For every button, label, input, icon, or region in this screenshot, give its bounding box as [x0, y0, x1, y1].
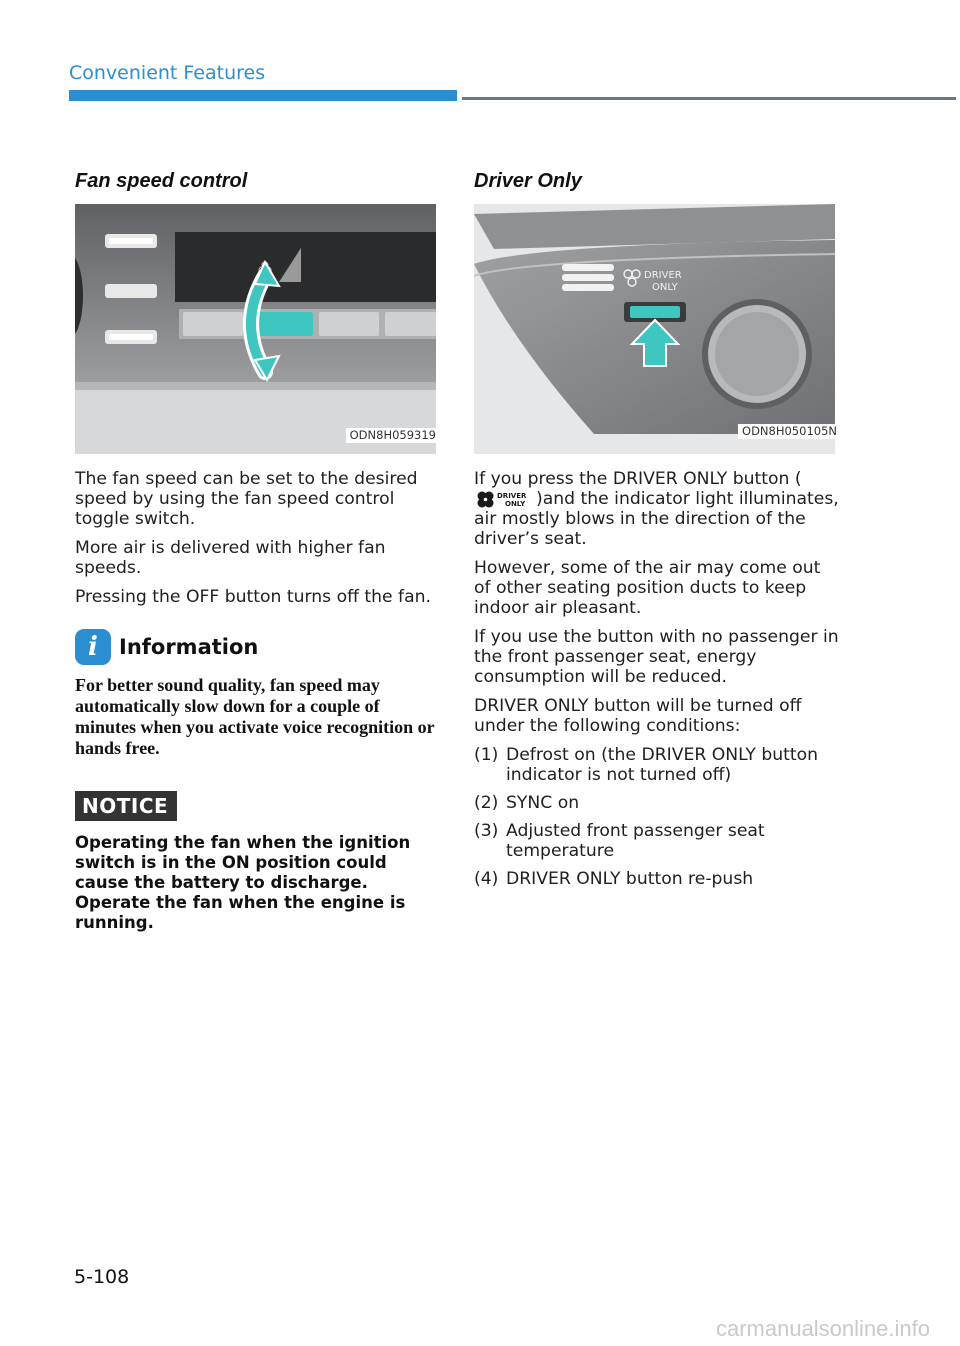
- list-item: (4) DRIVER ONLY button re-push: [474, 869, 754, 889]
- paragraph: Pressing the OFF button turns off the fan.: [75, 587, 432, 607]
- driver-only-illustration: [474, 204, 835, 454]
- paragraph: More air is delivered with higher fan speeds.: [75, 538, 386, 578]
- fan-speed-text: [75, 469, 443, 607]
- header-rule-accent: [69, 90, 457, 101]
- information-icon: i: [75, 629, 111, 665]
- left-column: [75, 170, 443, 933]
- panel-label-line2: ONLY: [652, 282, 678, 293]
- watermark: carmanualsonline.info: [715, 1316, 930, 1341]
- fan-speed-photo: [75, 204, 436, 454]
- paragraph: However, some of the air may come out of other seating position ducts to keep indoor air pleasant.: [474, 558, 821, 618]
- inline-icon-label-line2: ONLY: [505, 500, 526, 508]
- section-title-fan-speed: Fan speed control: [75, 170, 248, 192]
- fan-control-illustration: [75, 204, 436, 454]
- section-title-driver-only: Driver Only: [474, 170, 582, 192]
- paragraph: The fan speed can be set to the desired speed by using the fan speed control toggle switch.: [75, 469, 418, 529]
- list-item: (2) SYNC on: [474, 793, 580, 813]
- information-text: For better sound quality, fan speed may automatically slow down for a couple of minutes when you activate voice recognition or hands free.: [75, 675, 435, 758]
- list-item: (1) Defrost on (the DRIVER ONLY button indicator is not turned off): [474, 745, 819, 785]
- right-column: [474, 170, 842, 897]
- panel-label-line1: DRIVER: [644, 270, 682, 281]
- driver-only-photo: [474, 204, 835, 454]
- driver-only-text: [474, 469, 842, 889]
- list-item: (3) Adjusted front passenger seat temperature: [474, 821, 765, 861]
- information-title: Information: [119, 635, 259, 659]
- notice-text: Operating the fan when the ignition switch is in the ON position could cause the battery to discharge. Operate the fan when the engine is running.: [75, 833, 411, 932]
- paragraph: DRIVER ONLY button will be turned off under the following conditions:: [474, 696, 802, 736]
- header-rule: [462, 97, 956, 100]
- information-header: [75, 629, 443, 665]
- paragraph: If you use the button with no passenger in the front passenger seat, energy consumption will be reduced.: [474, 627, 839, 687]
- image-caption: ODN8H050105N: [738, 424, 837, 439]
- inline-icon-label-line1: DRIVER: [497, 492, 527, 500]
- paragraph-with-icon: If you press the DRIVER ONLY button ( DRIVER ONLY )and the indicator light illuminates, air mostly blows in the direction of the driver’s seat.: [474, 469, 839, 549]
- page-header-title: Convenient Features: [69, 62, 266, 84]
- driver-only-button-icon: [474, 490, 536, 508]
- notice-badge: NOTICE: [75, 791, 177, 821]
- conditions-list: [474, 745, 842, 889]
- image-caption: ODN8H059319: [346, 428, 436, 443]
- page-number: 5-108: [74, 1266, 130, 1288]
